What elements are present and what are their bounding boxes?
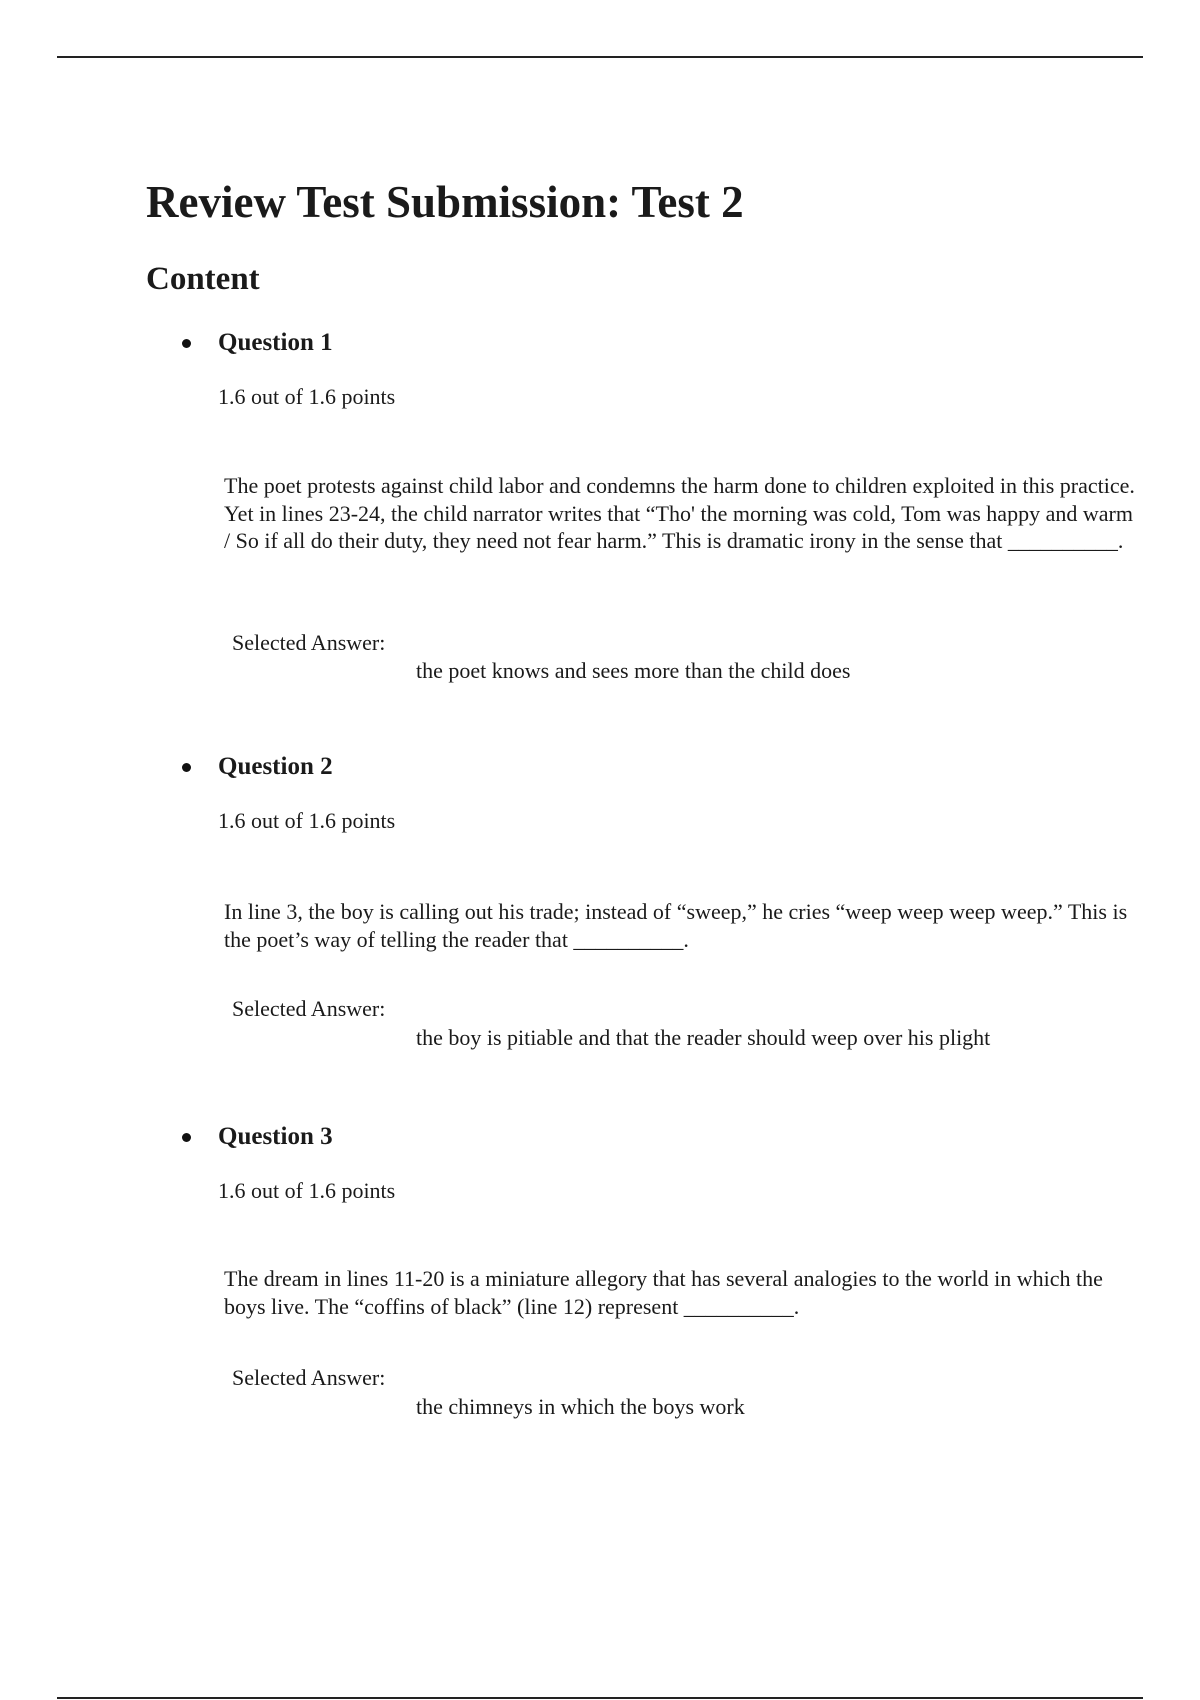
question-text: In line 3, the boy is calling out his trade; instead of “sweep,” he cries “weep weep weep weep.” This is the poet’s way of telling the reader that __________. (224, 899, 1128, 952)
selected-answer-value: the poet knows and sees more than the child does (416, 658, 851, 683)
question-text: The poet protests against child labor and condemns the harm done to children exploited in this practice. Yet in lines 23-24, the child narrator writes that “Tho' the morning was cold, Tom was happy and warm / So if all do their duty, they need not fear harm.” This is dramatic irony in the sense that __________. (224, 473, 1135, 553)
selected-answer-label: Selected Answer: (232, 996, 386, 1021)
selected-answer-value: the chimneys in which the boys work (416, 1394, 745, 1419)
bullet-icon (182, 1133, 191, 1142)
selected-answer-label: Selected Answer: (232, 630, 386, 655)
question-title: Question 2 (218, 753, 333, 780)
question-points: 1.6 out of 1.6 points (218, 1178, 396, 1203)
selected-answer-label: Selected Answer: (232, 1365, 386, 1390)
page-title: Review Test Submission: Test 2 (146, 177, 744, 227)
selected-answer-value: the boy is pitiable and that the reader should weep over his plight (416, 1025, 991, 1050)
question-points: 1.6 out of 1.6 points (218, 384, 396, 409)
section-title: Content (146, 261, 260, 297)
top-divider (57, 56, 1143, 58)
question-text: The dream in lines 11-20 is a miniature allegory that has several analogies to the world in which the boys live. The “coffins of black” (line 12) represent __________. (224, 1266, 1103, 1319)
bullet-icon (182, 339, 191, 348)
question-title: Question 3 (218, 1123, 333, 1150)
bullet-icon (182, 763, 191, 772)
question-points: 1.6 out of 1.6 points (218, 808, 396, 833)
bottom-divider (57, 1697, 1143, 1699)
question-title: Question 1 (218, 329, 333, 356)
